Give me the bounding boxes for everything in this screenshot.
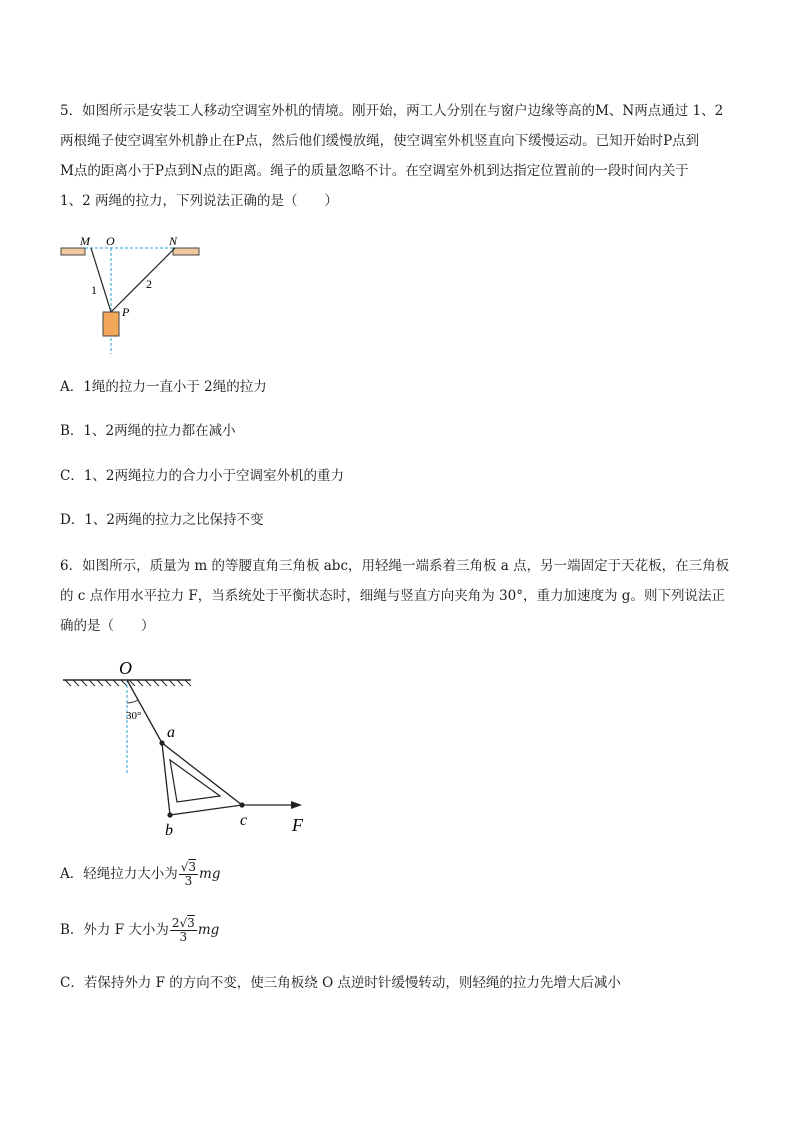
- q6-option-b[interactable]: [60, 917, 219, 944]
- label-b: b: [165, 822, 173, 839]
- q6-line-1: 6．如图所示，质量为 m 的等腰直角三角板 abc，用轻绳一端系着三角板 a 点，另一端固定于天花板，在三角板: [60, 558, 730, 574]
- label-O: O: [106, 234, 115, 248]
- q6-line-2: 的 c 点作用水平拉力 F，当系统处于平衡状态时，细绳与竖直方向夹角为 30°，重力加速度为 g。则下列说法正: [60, 588, 725, 604]
- ac-unit: [103, 312, 119, 336]
- q5-option-b[interactable]: B．1、2两绳的拉力都在减小: [60, 423, 236, 439]
- q6-figure: [55, 655, 325, 840]
- angle-arc: [127, 700, 138, 703]
- force-F-arrowhead: [291, 801, 302, 809]
- q6-option-a-den: 3: [184, 874, 193, 888]
- rope-2: [111, 248, 175, 312]
- label-angle: 30°: [126, 710, 142, 722]
- triangle-plate-inner: [170, 760, 220, 802]
- q6-option-b-suffix: mg: [197, 922, 220, 938]
- q5-option-d[interactable]: D．1、2两绳的拉力之比保持不变: [60, 512, 264, 528]
- label-c: c: [240, 812, 248, 829]
- q6-option-c[interactable]: C．若保持外力 F 的方向不变，使三角板绕 O 点逆时针缓慢转动，则轻绳的拉力先增大后减小: [60, 975, 621, 991]
- label-rope-2: 2: [146, 277, 152, 291]
- label-a: a: [167, 724, 175, 741]
- point-b: [167, 812, 172, 817]
- q5-line-1: 5．如图所示是安装工人移动空调室外机的情境。刚开始，两工人分别在与窗户边缘等高的M、N两点通过 1、2: [60, 103, 724, 119]
- label-O: O: [119, 658, 132, 678]
- triangle-plate-outer: [162, 743, 242, 815]
- q6-option-a[interactable]: [60, 861, 221, 888]
- left-window-ledge: [61, 248, 85, 255]
- fraction-2root3-over-3: $\frac{2√3}{3}$: [171, 916, 195, 944]
- q6-line-3: 确的是（ ）: [60, 618, 155, 634]
- q6-option-b-prefix: B．外力 F 大小为: [60, 922, 169, 938]
- q6-option-a-root: 3: [188, 860, 197, 874]
- q6-option-b-den: 3: [179, 930, 188, 944]
- q6-option-a-prefix: A．轻绳拉力大小为: [60, 866, 178, 882]
- q5-option-a[interactable]: A．1绳的拉力一直小于 2绳的拉力: [60, 379, 267, 395]
- q5-figure: [55, 228, 215, 358]
- rope-1: [91, 248, 111, 312]
- label-F: F: [292, 815, 303, 835]
- label-N: N: [169, 234, 178, 248]
- q5-line-3: M点的距离小于P点到N点的距离。绳子的质量忽略不计。在空调室外机到达指定位置前的一段时间内关于: [60, 163, 689, 179]
- label-P: P: [122, 305, 130, 319]
- q6-option-b-coef: 2: [171, 916, 180, 930]
- label-M: M: [80, 234, 90, 248]
- q5-line-4: 1、2 两绳的拉力，下列说法正确的是（ ）: [60, 193, 338, 209]
- q5-line-2: 两根绳子使空调室外机静止在P点，然后他们缓慢放绳，使空调室外机竖直向下缓慢运动。已知开始时P点到: [60, 133, 700, 149]
- q6-option-a-suffix: mg: [199, 866, 221, 882]
- fraction-root3-over-3: $\frac{√3}{3}$: [180, 860, 197, 888]
- right-window-ledge: [173, 248, 199, 255]
- point-a: [159, 740, 164, 745]
- q6-option-b-root: 3: [187, 916, 195, 930]
- label-rope-1: 1: [91, 283, 97, 297]
- q5-option-c[interactable]: C．1、2两绳拉力的合力小于空调室外机的重力: [60, 468, 345, 484]
